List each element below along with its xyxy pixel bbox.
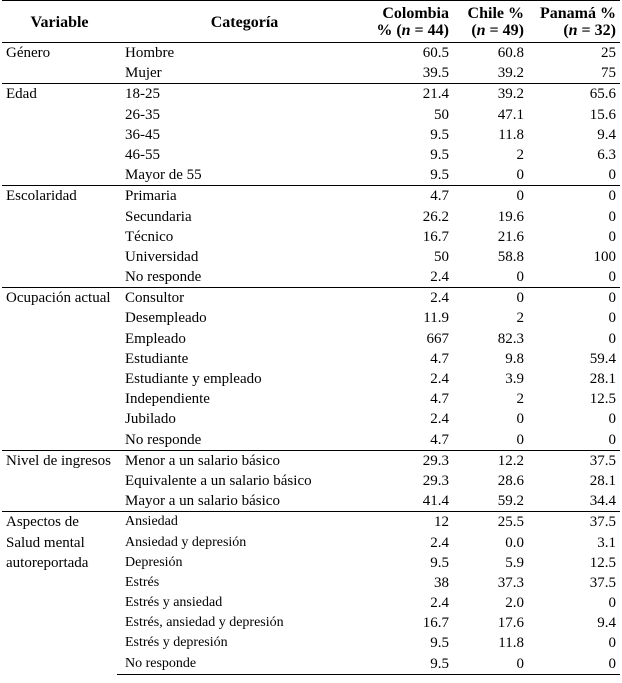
variable-label: Ocupación actual (2, 288, 117, 451)
colombia-value: 9.5 (430, 554, 449, 571)
chile-value: 12.2 (453, 450, 528, 471)
variable-label: Nivel de ingresos (2, 450, 117, 512)
colombia-value: 9.5 (430, 167, 449, 184)
chile-value: 58.8 (497, 248, 524, 265)
colombia-value: 4.7 (430, 431, 449, 448)
chile-value: 0 (516, 411, 524, 428)
chile-value: 25.5 (453, 512, 528, 533)
colombia-value: 9.5 (372, 654, 453, 675)
chile-value: 37.3 (497, 574, 524, 591)
panama-value: 12.5 (589, 554, 616, 571)
chile-value: 19.6 (497, 208, 524, 225)
panama-value: 3.1 (597, 534, 616, 551)
colombia-value: 11.9 (423, 310, 449, 327)
chile-value: 59.2 (497, 493, 524, 510)
colombia-value: 9.5 (430, 126, 449, 143)
colombia-value: 2.4 (430, 371, 449, 387)
header-panama (528, 1, 620, 43)
chile-value: 0 (453, 288, 528, 309)
panama-value: 28.1 (589, 472, 616, 489)
panama-value: 15.6 (589, 106, 616, 123)
colombia-value: 9.5 (430, 146, 449, 163)
colombia-value: 41.4 (422, 493, 449, 510)
panama-value: 0 (608, 411, 616, 428)
category-cell: Equivalente a un salario básico (125, 472, 312, 489)
category-cell: Mujer (125, 65, 162, 82)
panama-value: 0 (608, 228, 616, 245)
panama-value: 0 (608, 330, 616, 347)
header-panama-pct: ( (563, 22, 569, 39)
colombia-value: 21.4 (372, 84, 453, 105)
colombia-value: 26.2 (422, 208, 449, 225)
colombia-value: 39.5 (422, 65, 449, 82)
colombia-value: 4.7 (372, 186, 453, 207)
chile-value: 9.8 (505, 350, 524, 367)
chile-value: 0 (516, 269, 524, 286)
chile-value: 0 (453, 654, 528, 675)
panama-value: 0 (608, 635, 616, 652)
variable-label: Aspectos de Salud mental autoreportada (2, 512, 117, 675)
panama-value: 0 (528, 654, 620, 675)
colombia-value: 60.5 (372, 43, 453, 64)
chile-value: 39.2 (453, 84, 528, 105)
chile-value: 28.6 (497, 472, 524, 489)
panama-value: 28.1 (589, 371, 616, 387)
colombia-value: 16.7 (422, 615, 449, 632)
colombia-value: 9.5 (430, 635, 449, 652)
colombia-value: 667 (426, 330, 449, 347)
category-cell: 18-25 (117, 84, 372, 105)
table-row (2, 43, 620, 64)
chile-value: 17.6 (497, 615, 524, 632)
category-cell: Universidad (125, 248, 199, 265)
category-cell: Ansiedad y depresión (125, 534, 247, 550)
category-cell: Hombre (117, 43, 372, 64)
chile-value: 2.0 (505, 595, 524, 612)
category-cell: Menor a un salario básico (117, 450, 372, 471)
category-cell: Estrés, ansiedad y depresión (125, 615, 284, 631)
panama-value: 75 (601, 65, 616, 82)
panama-value: 0 (528, 288, 620, 309)
header-colombia-n: n (401, 22, 411, 39)
chile-value: 0 (453, 186, 528, 207)
table-row (2, 512, 620, 533)
panama-value: 34.4 (589, 493, 616, 510)
colombia-value: 2.4 (372, 288, 453, 309)
category-cell: Estudiante y empleado (125, 371, 262, 387)
category-cell: 26-35 (125, 106, 160, 123)
chile-value: 82.3 (497, 330, 524, 347)
category-cell: No responde (117, 654, 372, 675)
colombia-value: 50 (434, 106, 449, 123)
colombia-value: 16.7 (422, 228, 449, 245)
panama-value: 59.4 (589, 350, 616, 367)
header-panama-n: n (568, 22, 578, 39)
colombia-value: 2.4 (430, 595, 449, 612)
panama-value: 100 (593, 248, 616, 265)
header-colombia-count: = 44) (410, 22, 449, 39)
colombia-value: 4.7 (430, 350, 449, 367)
category-cell: Consultor (117, 288, 372, 309)
chile-value: 2 (516, 310, 524, 327)
colombia-value: 2.4 (430, 411, 449, 428)
header-chile (453, 1, 528, 43)
panama-value: 0 (608, 431, 616, 448)
table-row (2, 186, 620, 207)
chile-value: 11.8 (498, 126, 524, 143)
category-cell: No responde (125, 431, 202, 448)
table-body (2, 43, 620, 675)
header-chile-n: n (476, 22, 486, 39)
colombia-value: 50 (434, 248, 449, 265)
category-cell: Mayor a un salario básico (125, 493, 280, 510)
category-cell: Mayor de 55 (125, 167, 202, 184)
panama-value: 0 (608, 167, 616, 184)
header-colombia-pct: % ( (376, 22, 402, 39)
category-cell: Técnico (125, 228, 174, 245)
chile-value: 2 (516, 146, 524, 163)
category-cell: Desempleado (125, 310, 207, 327)
category-cell: Estrés (125, 574, 160, 590)
header-chile-pct: ( (471, 22, 477, 39)
variable-label: Escolaridad (2, 186, 117, 288)
panama-value: 0 (608, 269, 616, 286)
panama-value: 37.5 (589, 574, 616, 591)
chile-value: 0 (516, 167, 524, 184)
colombia-value: 38 (434, 574, 449, 591)
category-cell: Primaria (117, 186, 372, 207)
category-cell: Depresión (125, 554, 183, 570)
chile-value: 21.6 (497, 228, 524, 245)
panama-value: 0 (608, 208, 616, 225)
header-categoria: Categoría (117, 1, 372, 43)
category-cell: Estrés y depresión (125, 635, 228, 651)
demographics-table (2, 0, 620, 675)
table-row (2, 450, 620, 471)
header-panama-name: Panamá % (540, 5, 616, 22)
chile-value: 0 (516, 431, 524, 448)
header-row (2, 1, 620, 43)
header-chile-count: = 49) (485, 22, 524, 39)
category-cell: Jubilado (125, 411, 176, 428)
category-cell: No responde (125, 269, 202, 286)
header-variable: Variable (2, 1, 117, 43)
table-row (2, 84, 620, 105)
category-cell: 46-55 (125, 146, 160, 163)
chile-value: 11.8 (498, 635, 524, 652)
panama-value: 37.5 (528, 450, 620, 471)
colombia-value: 2.4 (430, 534, 449, 551)
colombia-value: 12 (372, 512, 453, 533)
chile-value: 60.8 (453, 43, 528, 64)
category-cell: Empleado (125, 330, 186, 347)
panama-value: 0 (608, 310, 616, 327)
chile-value: 0.0 (505, 534, 524, 551)
panama-value: 37.5 (528, 512, 620, 533)
header-colombia-name: Colombia (382, 5, 449, 22)
header-colombia (372, 1, 453, 43)
category-cell: 36-45 (125, 126, 160, 143)
category-cell: Estudiante (125, 350, 189, 367)
chile-value: 2 (516, 391, 524, 408)
panama-value: 0 (608, 595, 616, 612)
panama-value: 6.3 (597, 146, 616, 163)
panama-value: 9.4 (597, 615, 616, 632)
table-row (2, 288, 620, 309)
variable-label: Género (2, 43, 117, 84)
variable-label: Edad (2, 84, 117, 186)
header-chile-name: Chile % (467, 5, 524, 22)
panama-value: 12.5 (589, 391, 616, 408)
colombia-value: 2.4 (430, 269, 449, 286)
category-cell: Estrés y ansiedad (125, 595, 223, 611)
category-cell: Ansiedad (117, 512, 372, 533)
panama-value: 0 (528, 186, 620, 207)
header-panama-count: = 32) (577, 22, 616, 39)
chile-value: 39.2 (497, 65, 524, 82)
panama-value: 9.4 (597, 126, 616, 143)
panama-value: 25 (528, 43, 620, 64)
colombia-value: 4.7 (430, 391, 449, 408)
colombia-value: 29.3 (372, 450, 453, 471)
colombia-value: 29.3 (422, 472, 449, 489)
chile-value: 47.1 (497, 106, 524, 123)
category-cell: Secundaria (125, 208, 192, 225)
chile-value: 5.9 (505, 554, 524, 571)
chile-value: 3.9 (505, 371, 524, 387)
panama-value: 65.6 (528, 84, 620, 105)
category-cell: Independiente (125, 391, 210, 408)
